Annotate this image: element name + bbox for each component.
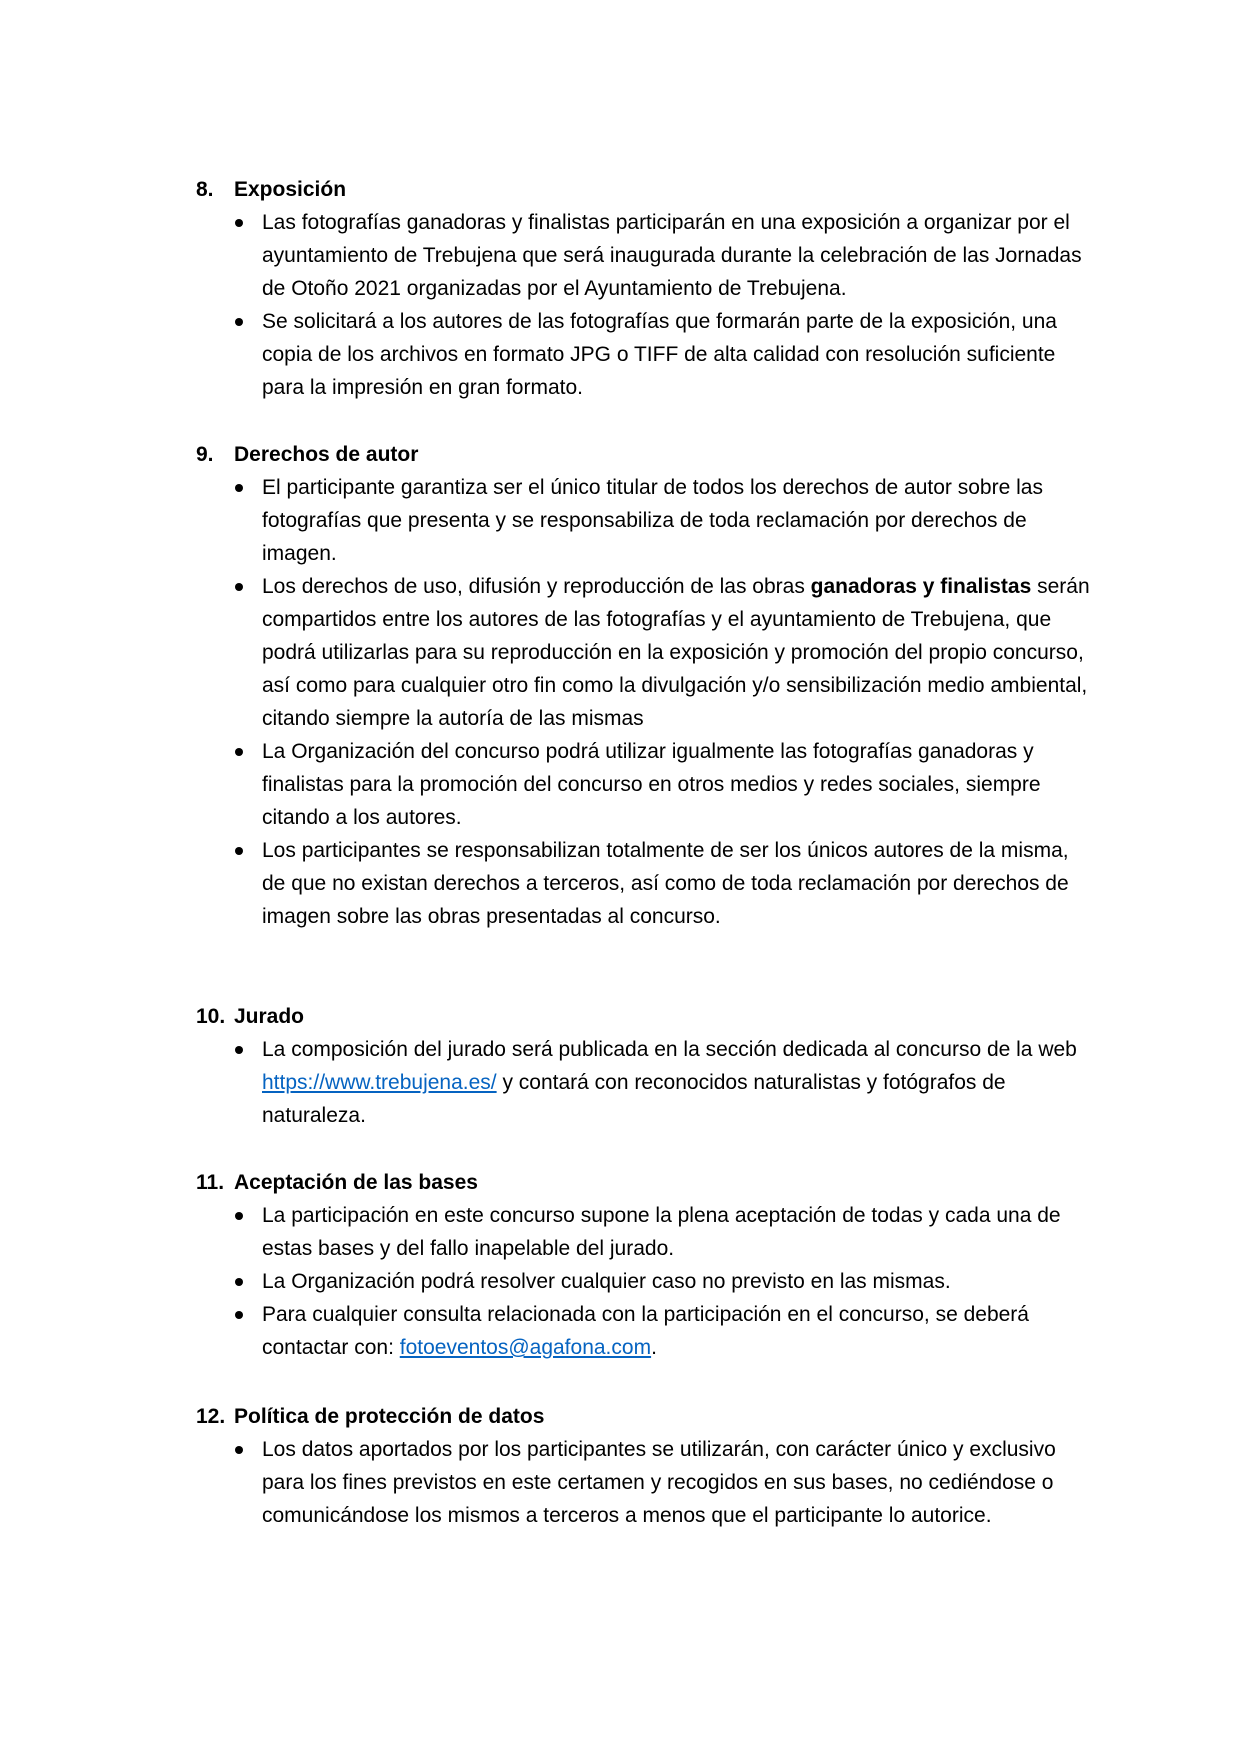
bullet-icon — [235, 583, 243, 591]
section-number: 10. — [196, 1005, 226, 1028]
bullet-list — [196, 1199, 1096, 1364]
bullet-icon — [235, 1446, 243, 1454]
list-item-text-after: . — [651, 1336, 657, 1359]
bullet-icon — [235, 1046, 243, 1054]
list-item — [196, 1199, 1096, 1265]
list-item-text: La Organización del concurso podrá utilizar igualmente las fotografías ganadoras y finalistas para la promoción del concurso en otros medios y redes sociales, siempre citando a los autores. — [262, 740, 1041, 829]
bullet-list — [196, 206, 1096, 404]
section-number: 8. — [196, 178, 214, 201]
bullet-icon — [235, 748, 243, 756]
section-title: Política de protección de datos — [234, 1405, 545, 1428]
section-heading — [196, 1000, 1096, 1033]
section-heading — [196, 1400, 1096, 1433]
bullet-icon — [235, 847, 243, 855]
section-number: 11. — [196, 1171, 225, 1194]
list-item-text-after: y contará con reconocidos naturalistas y fotógrafos de naturaleza. — [262, 1071, 1006, 1127]
bullet-list — [196, 1433, 1096, 1532]
list-item-text: Los datos aportados por los participantes se utilizarán, con carácter único y exclusivo para los fines previstos en este certamen y recogidos en sus bases, no cediéndose o comunicándose los mismos a terceros a menos que el participante lo autorice. — [262, 1438, 1056, 1527]
list-item — [196, 1433, 1096, 1532]
section-derechos-de-autor — [196, 438, 1096, 933]
list-item — [196, 206, 1096, 305]
list-item-text-before: Para cualquier consulta relacionada con la participación en el concurso, se deberá contactar con: — [262, 1303, 1029, 1359]
section-politica-proteccion-datos — [196, 1400, 1096, 1532]
bullet-list — [196, 1033, 1096, 1132]
list-item — [196, 834, 1096, 933]
bullet-icon — [235, 1212, 243, 1220]
list-item-text: La participación en este concurso supone la plena aceptación de todas y cada una de estas bases y del fallo inapelable del jurado. — [262, 1204, 1061, 1260]
section-aceptacion-de-las-bases — [196, 1166, 1096, 1364]
bullet-icon — [235, 1278, 243, 1286]
bullet-icon — [235, 1311, 243, 1319]
bullet-icon — [235, 219, 243, 227]
email-link[interactable]: fotoeventos@agafona.com — [399, 1336, 652, 1359]
section-title: Exposición — [234, 178, 347, 201]
list-item-text-after: serán compartidos entre los autores de las fotografías y el ayuntamiento de Trebujena, que podrá utilizarlas para su reproducción en la exposición y promoción del propio concurso, así como para cualquier otro fin como la divulgación y/o sensibilización medio ambiental, citando siempre la autoría de las mismas — [262, 575, 1090, 730]
list-item — [196, 305, 1096, 404]
list-item-text: Se solicitará a los autores de las fotografías que formarán parte de la exposición, una copia de los archivos en formato JPG o TIFF de alta calidad con resolución suficiente para la impresión en gran formato. — [262, 310, 1057, 399]
section-heading — [196, 438, 1096, 471]
list-item-bold-text: ganadoras y finalistas — [810, 575, 1032, 598]
list-item-text: Los participantes se responsabilizan totalmente de ser los únicos autores de la misma, de que no existan derechos a terceros, así como de toda reclamación por derechos de imagen sobre las obras presentadas al concurso. — [262, 839, 1069, 928]
bullet-list — [196, 471, 1096, 933]
list-item-text: El participante garantiza ser el único titular de todos los derechos de autor sobre las fotografías que presenta y se responsabiliza de toda reclamación por derechos de imagen. — [262, 476, 1043, 565]
section-title: Jurado — [234, 1005, 305, 1028]
list-item — [196, 570, 1096, 735]
section-title: Aceptación de las bases — [234, 1171, 478, 1194]
list-item-text-before: Los derechos de uso, difusión y reproducción de las obras — [262, 575, 811, 598]
section-jurado — [196, 1000, 1096, 1132]
website-link[interactable]: https://www.trebujena.es/ — [262, 1071, 497, 1094]
list-item — [196, 1298, 1096, 1364]
list-item — [196, 735, 1096, 834]
bullet-icon — [235, 484, 243, 492]
list-item — [196, 1033, 1096, 1132]
section-number: 9. — [196, 443, 214, 466]
section-heading — [196, 173, 1096, 206]
list-item — [196, 471, 1096, 570]
section-heading — [196, 1166, 1096, 1199]
list-item-text-before: La composición del jurado será publicada en la sección dedicada al concurso de la web — [262, 1038, 1077, 1061]
section-exposicion — [196, 173, 1096, 404]
list-item — [196, 1265, 1096, 1298]
section-number: 12. — [196, 1405, 226, 1428]
bullet-icon — [235, 318, 243, 326]
list-item-text: Las fotografías ganadoras y finalistas participarán en una exposición a organizar por el ayuntamiento de Trebujena que será inaugurada durante la celebración de las Jornadas de Otoño 2021 organizadas por el Ayuntamiento de Trebujena. — [262, 211, 1082, 300]
section-title: Derechos de autor — [234, 443, 419, 466]
list-item-text: La Organización podrá resolver cualquier caso no previsto en las mismas. — [262, 1270, 951, 1293]
